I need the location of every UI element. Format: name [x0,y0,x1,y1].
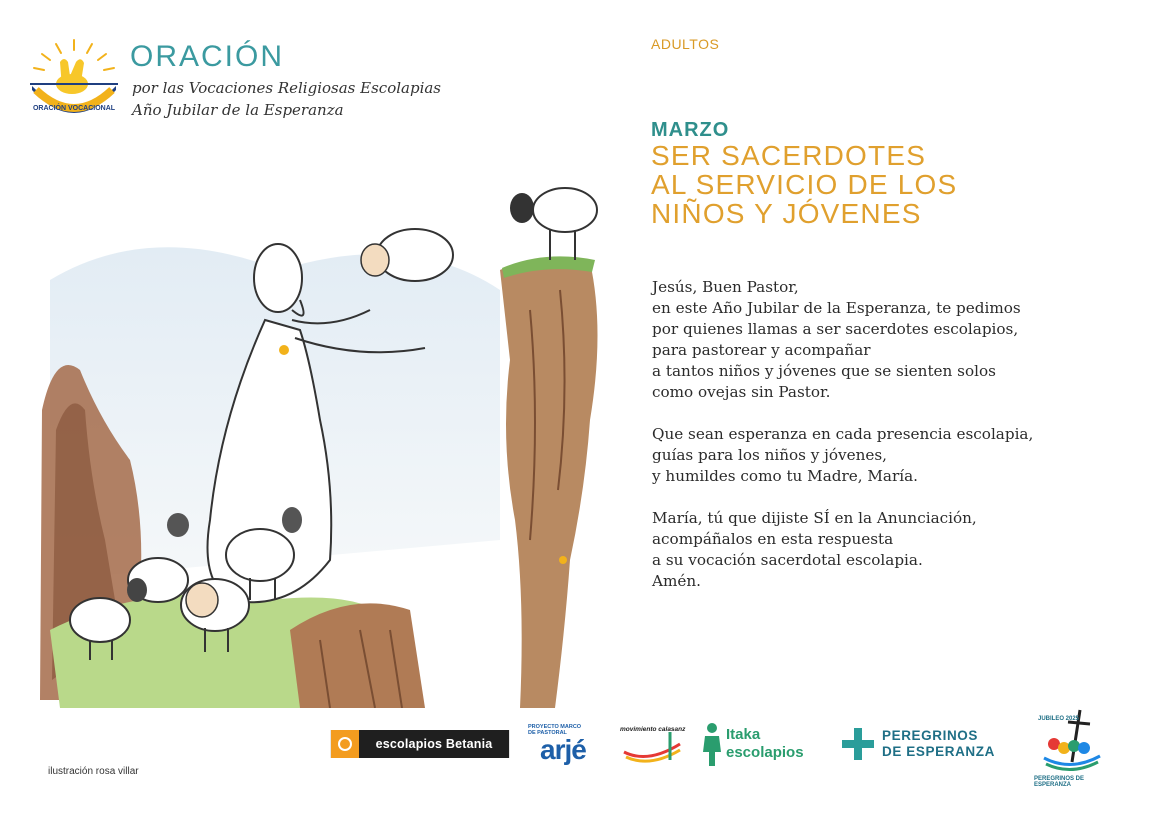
header-subtitle-line2: Año Jubilar de la Esperanza [132,101,344,119]
prayer-title [651,141,1051,228]
jubileo-bottom-text: PEREGRINOS DE ESPERANZA [1034,776,1085,788]
audience-label: ADULTOS [651,36,720,52]
jubileo-2025-logo [1028,702,1114,788]
badge-text: ORACIÓN VOCACIONAL [32,105,116,112]
cross-icon [842,728,874,760]
jubileo-top-text: JUBILEO 2025 [1038,716,1080,722]
title-line: AL SERVICIO DE LOS [651,169,958,200]
prayer-line: y humildes como tu Madre, María. [652,467,918,485]
title-line: SER SACERDOTES [651,140,927,171]
arje-logo-text: arjé [540,734,586,765]
betania-mark-icon [331,730,359,758]
prayer-line: como ovejas sin Pastor. [652,383,831,401]
prayer-line: para pastorear y acompañar [652,341,871,359]
peregrinos-line2: DE ESPERANZA [882,744,995,759]
prayer-line: Jesús, Buen Pastor, [652,278,799,296]
prayer-line: Que sean esperanza en cada presencia escolapia, [652,425,1034,443]
peregrinos-line1: PEREGRINOS [882,728,979,743]
movimiento-calasanz-logo [618,724,688,768]
prayer-stanza-1 [652,277,1112,403]
itaka-figure-icon [700,722,724,766]
peregrinos-de-esperanza-logo [842,726,1002,762]
prayer-line: por quienes llamas a ser sacerdotes escolapios, [652,320,1019,338]
header-title: ORACIÓN [130,40,285,73]
prayer-line: Amén. [652,572,701,590]
movimiento-logo-text: movimiento calasanz [620,726,686,733]
prayer-stanza-2 [652,424,1112,487]
prayer-line: en este Año Jubilar de la Esperanza, te pedimos [652,299,1021,317]
prayer-line: a tantos niños y jóvenes que se sienten solos [652,362,996,380]
prayer-line: María, tú que dijiste SÍ en la Anunciación, [652,509,977,527]
arje-logo [528,722,603,768]
illustration-credit: ilustración rosa villar [48,766,139,777]
itaka-logo-name: Itaka [726,726,761,743]
prayer-line: a su vocación sacerdotal escolapia. [652,551,923,569]
prayer-line: acompáñalos en esta respuesta [652,530,894,548]
itaka-logo-sub: escolapios [726,744,804,761]
arje-logo-small-text: PROYECTO MARCO DE PASTORAL [528,724,582,736]
prayer-text [652,277,1112,613]
header-subtitle-line1: por las Vocaciones Religiosas Escolapias [132,79,442,97]
betania-logo-text: escolapios Betania [359,730,509,758]
title-line: NIÑOS Y JÓVENES [651,198,922,229]
good-shepherd-illustration [30,160,630,708]
month-label: MARZO [651,119,730,141]
prayer-stanza-3 [652,508,1112,592]
prayer-line: guías para los niños y jóvenes, [652,446,887,464]
vocational-prayer-badge-logo [24,38,124,120]
escolapios-betania-logo [330,730,510,758]
itaka-escolapios-logo [700,722,815,768]
